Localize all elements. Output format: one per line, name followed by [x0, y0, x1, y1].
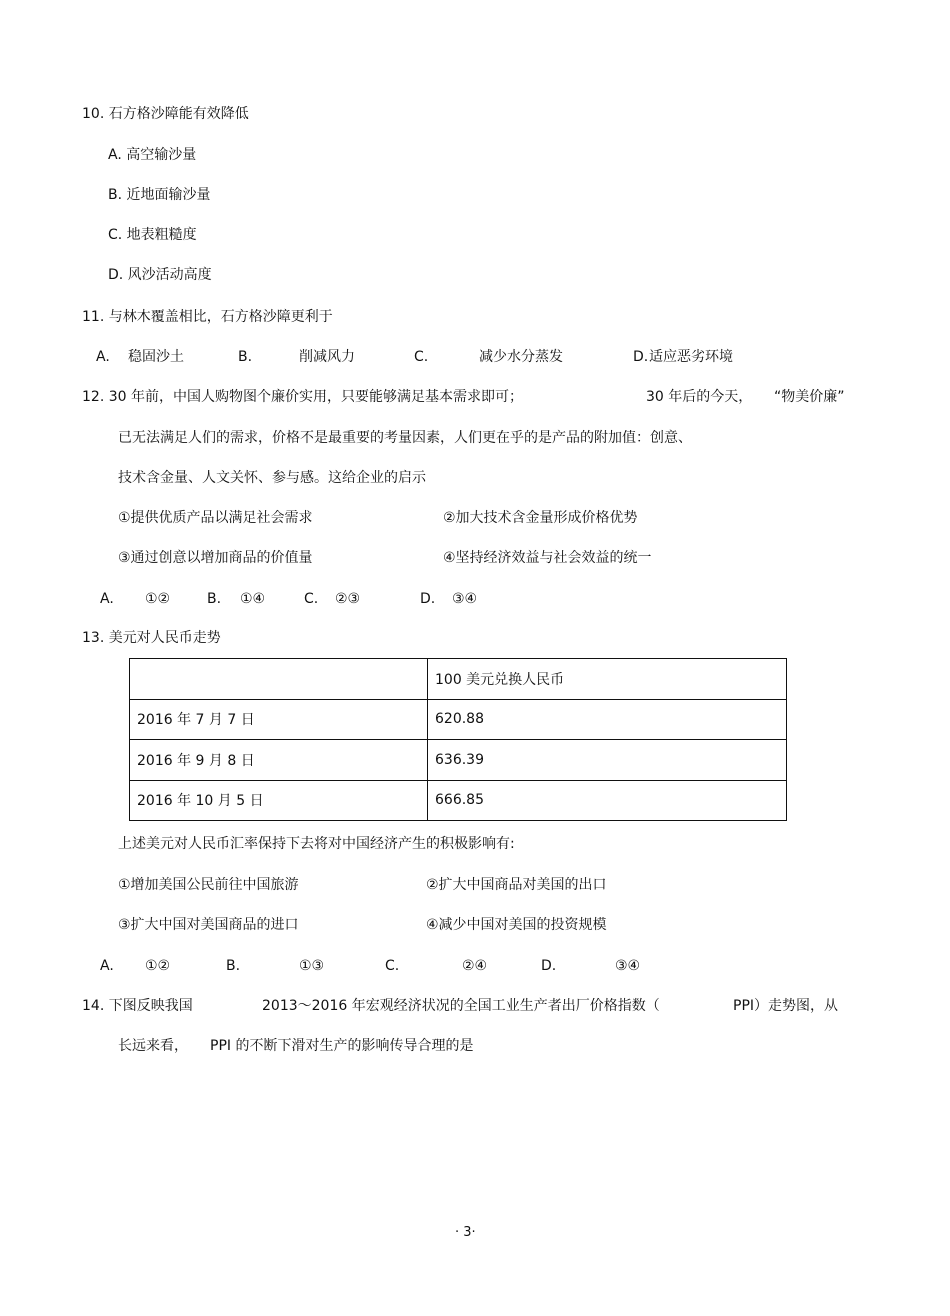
q10-option-c: C. 地表粗糙度: [108, 227, 197, 243]
q14-stem-part1: 14. 下图反映我国: [82, 998, 193, 1014]
table-cell-value: 636.39: [428, 740, 787, 781]
q13-item-2: ②扩大中国商品对美国的出口: [426, 877, 607, 893]
q13-item-1: ①增加美国公民前往中国旅游: [118, 877, 299, 893]
q13-option-a-letter: A.: [100, 958, 114, 974]
q13-stem: 13. 美元对人民币走势: [82, 630, 221, 646]
q14-stem-part2: 2013～2016 年宏观经济状况的全国工业生产者出厂价格指数（: [262, 998, 660, 1014]
q12-option-d-letter: D.: [420, 591, 436, 607]
q11-option-a-text: 稳固沙土: [128, 349, 184, 365]
table-header-cell: 100 美元兑换人民币: [428, 659, 787, 700]
q12-stem-line2: 已无法满足人们的需求，价格不是最重要的考量因素，人们更在乎的是产品的附加值：创意、: [118, 430, 692, 446]
q11-option-a-letter: A.: [96, 349, 110, 365]
q10-option-b: B. 近地面输沙量: [108, 187, 211, 203]
q12-item-1: ①提供优质产品以满足社会需求: [118, 510, 313, 526]
q12-item-4: ④坚持经济效益与社会效益的统一: [443, 550, 652, 566]
q12-option-a-text: ①②: [145, 591, 171, 607]
q13-option-b-text: ①③: [299, 958, 325, 974]
q14-stem-line2-part1: 长远来看，: [118, 1038, 188, 1054]
q11-option-d-letter: D.: [633, 349, 649, 365]
q12-stem-line3: 技术含金量、人文关怀、参与感。这给企业的启示: [118, 470, 426, 486]
q12-option-b-letter: B.: [207, 591, 222, 607]
q10-stem: 10. 石方格沙障能有效降低: [82, 106, 249, 122]
table-cell-date: 2016 年 9 月 8 日: [130, 740, 428, 781]
q13-item-3: ③扩大中国对美国商品的进口: [118, 917, 299, 933]
table-header-row: [130, 659, 787, 700]
table-row: [130, 699, 787, 740]
q13-question: 上述美元对人民币汇率保持下去将对中国经济产生的积极影响有:: [118, 836, 515, 852]
q13-option-c-letter: C.: [385, 958, 400, 974]
q11-option-d-text: 适应恶劣环境: [649, 349, 733, 365]
q12-option-c-text: ②③: [335, 591, 361, 607]
table-cell-value: 620.88: [428, 699, 787, 740]
q12-item-3: ③通过创意以增加商品的价值量: [118, 550, 313, 566]
exchange-rate-table: [129, 658, 787, 821]
table-cell-date: 2016 年 7 月 7 日: [130, 699, 428, 740]
q13-option-a-text: ①②: [145, 958, 171, 974]
q13-item-4: ④减少中国对美国的投资规模: [426, 917, 607, 933]
q12-option-a-letter: A.: [100, 591, 114, 607]
table-header-cell: [130, 659, 428, 700]
table-row: [130, 740, 787, 781]
q11-option-b-text: 削减风力: [299, 349, 355, 365]
q13-option-c-text: ②④: [462, 958, 488, 974]
q12-stem-part2: 30 年后的今天，: [646, 389, 753, 405]
q12-item-2: ②加大技术含金量形成价格优势: [443, 510, 638, 526]
q13-option-d-text: ③④: [615, 958, 641, 974]
q10-option-d: D. 风沙活动高度: [108, 267, 212, 283]
q11-option-c-letter: C.: [414, 349, 429, 365]
q14-stem-line2-part2: PPI 的不断下滑对生产的影响传导合理的是: [210, 1038, 474, 1054]
table-cell-value: 666.85: [428, 780, 787, 821]
q11-option-c-text: 减少水分蒸发: [479, 349, 563, 365]
page-number: · 3·: [455, 1225, 476, 1240]
q13-option-d-letter: D.: [541, 958, 557, 974]
q11-stem: 11. 与林木覆盖相比，石方格沙障更利于: [82, 309, 333, 325]
q12-option-d-text: ③④: [452, 591, 478, 607]
table-row: [130, 780, 787, 821]
table-cell-date: 2016 年 10 月 5 日: [130, 780, 428, 821]
q12-stem-part3: “物美价廉”: [774, 389, 845, 405]
q13-option-b-letter: B.: [226, 958, 241, 974]
q12-option-c-letter: C.: [304, 591, 319, 607]
q11-option-b-letter: B.: [238, 349, 253, 365]
q12-option-b-text: ①④: [240, 591, 266, 607]
q12-stem-part1: 12. 30 年前，中国人购物图个廉价实用，只要能够满足基本需求即可；: [82, 389, 523, 405]
q14-stem-part3: PPI）走势图，从: [733, 998, 839, 1014]
q10-option-a: A. 高空输沙量: [108, 147, 197, 163]
